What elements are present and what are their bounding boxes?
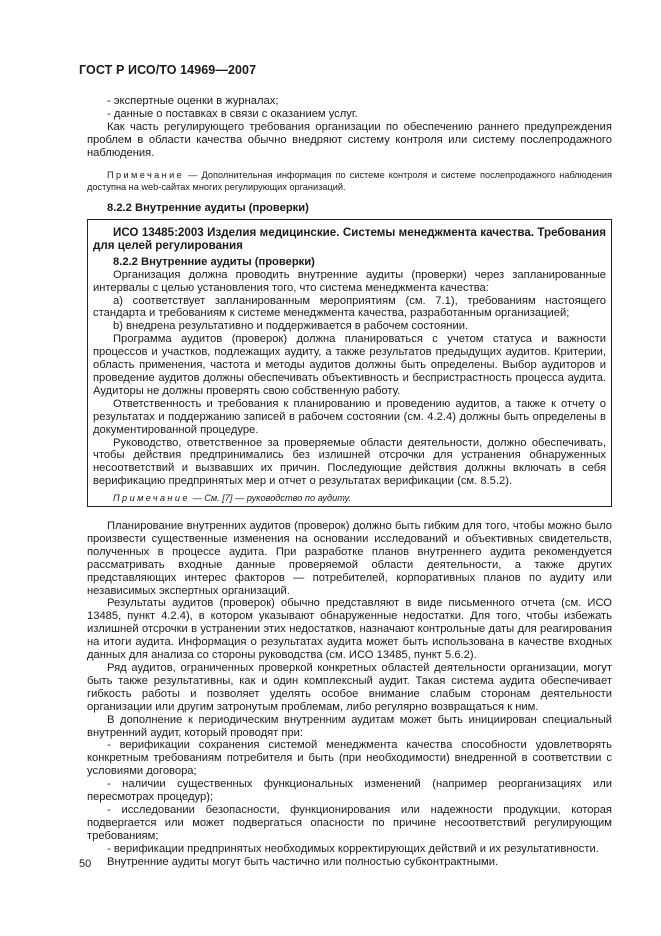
box-heading: 8.2.2 Внутренние аудиты (проверки) <box>113 255 315 268</box>
top-text-block <box>87 95 612 215</box>
body-text-block <box>87 520 612 868</box>
paragraph: Результаты аудитов (проверок) обычно представляют в виде письменного отчета (см. ИСО 13485, пункт 4.2.4), в котором указывают обнаруженные недостатки. Для того, чтобы избежать излишней отсрочки в устранении этих недостатков, назначают контрольные даты для реагирования на итоги аудита. Информация о результатах аудита может быть использована в качестве входных данных для анализа со стороны руководства (см. ИСО 13485, пункт 5.6.2). <box>87 597 612 662</box>
page-number: 50 <box>79 858 92 870</box>
box-paragraph: Программа аудитов (проверок) должна планироваться с учетом статуса и важности процессов и участков, подлежащих аудиту, а также результатов предыдущих аудитов. Критерии, область применения, частота и методы аудитов должны быть определены. Выбор аудиторов и проведение аудитов должны обеспечивать объективность и беспристрастность процесса аудита. Аудиторы не должны проверять свою собственную работу. <box>93 333 606 397</box>
paragraph: Ряд аудитов, ограниченных проверкой конкретных областей деятельности организации, могут быть также результативны, как и один комплексный аудит. Такая система аудита обеспечивает гибкость работы и позволяет уделять особое внимание слабым сторонам деятельности организации или другим затронутым проблемам, либо регулярно возвращаться к ним. <box>87 661 612 713</box>
box-note-label: Примечание <box>113 493 190 504</box>
note <box>87 169 612 194</box>
box-note-text: — См. [7] — руководство по аудиту. <box>189 493 352 504</box>
paragraph: Внутренние аудиты могут быть частично или полностью субконтрактными. <box>107 855 499 868</box>
box-note <box>93 492 606 504</box>
bullet-item: - наличии существенных функциональных изменений (например реорганизациях или пересмотрах процедур); <box>87 778 612 804</box>
box-list-item: b) внедрена результативно и поддерживается в рабочем состоянии. <box>113 320 469 333</box>
paragraph: В дополнение к периодическим внутренним аудитам может быть инициирован специальный внутренний аудит, который проводят при: <box>87 713 612 739</box>
bullet-item: - верификации сохранения системой менеджмента качества способности удовлетворять конкретным требованиям потребителя и быть (при необходимости) внедренной в соответствии с условиями договора; <box>87 739 612 778</box>
document-header: ГОСТ Р ИСО/ТО 14969—2007 <box>79 63 257 77</box>
box-paragraph: Ответственность и требования к планированию и проведению аудитов, а также к отчету о результатах и поддержанию записей в рабочем состоянии (см. 4.2.4) должны быть определены в документированной процедуре. <box>93 397 606 436</box>
paragraph: Планирование внутренних аудитов (проверок) должно быть гибким для того, чтобы можно было произвести существенные изменения на основании исследований и объективных свидетельств, полученных в процессе аудита. При разработке планов внутреннего аудита рекомендуется рассматривать входные данные проверяемой области деятельности, а также других представляющих интерес факторов — потребителей, корпоративных планов по аудиту или независимых экспертных организаций. <box>87 520 612 597</box>
note-label: Примечание <box>107 169 185 180</box>
box-paragraph: Организация должна проводить внутренние аудиты (проверки) через запланированные интервалы с целью установления того, что система менеджмента качества: <box>93 268 606 294</box>
bullet-item: - исследовании безопасности, функционирования или надежности продукции, которая подвергается или может подвергаться опасности по причине несоответствий регулирующим требованиям; <box>87 803 612 842</box>
bullet-item: - данные о поставках в связи с оказанием услуг. <box>107 107 358 120</box>
note-text: — Дополнительная информация по системе контроля и системе послепродажного наблюдения доступна на web-сайтах многих регулирующих организаций. <box>87 169 612 193</box>
bullet-item: - верификации предпринятых необходимых корректирующих действий и их результативности. <box>107 842 599 855</box>
bullet-item: - экспертные оценки в журналах; <box>107 95 279 107</box>
section-heading: 8.2.2 Внутренние аудиты (проверки) <box>107 201 309 214</box>
box-title: ИСО 13485:2003 Изделия медицинские. Системы менеджмента качества. Требования для целей регулирования <box>93 226 606 253</box>
paragraph: Как часть регулирующего требования организации по обеспечению раннего предупреждения проблем в области качества обычно внедряют систему контроля или систему послепродажного наблюдения. <box>87 120 612 159</box>
box-list-item: a) соответствует запланированным мероприятиям (см. 7.1), требованиям настоящего стандарта и требованиям к системе менеджмента качества, разработанным организацией; <box>93 294 606 320</box>
quoted-standard-box <box>87 219 612 507</box>
box-paragraph: Руководство, ответственное за проверяемые области деятельности, должно обеспечивать, чтобы действия предпринимались без излишней отсрочки для устранения обнаруженных несоответствий и вызвавших их причин. Последующие действия должны включать в себя верификацию предпринятых мер и отчет о результатах верификации (см. 8.5.2). <box>93 436 606 488</box>
